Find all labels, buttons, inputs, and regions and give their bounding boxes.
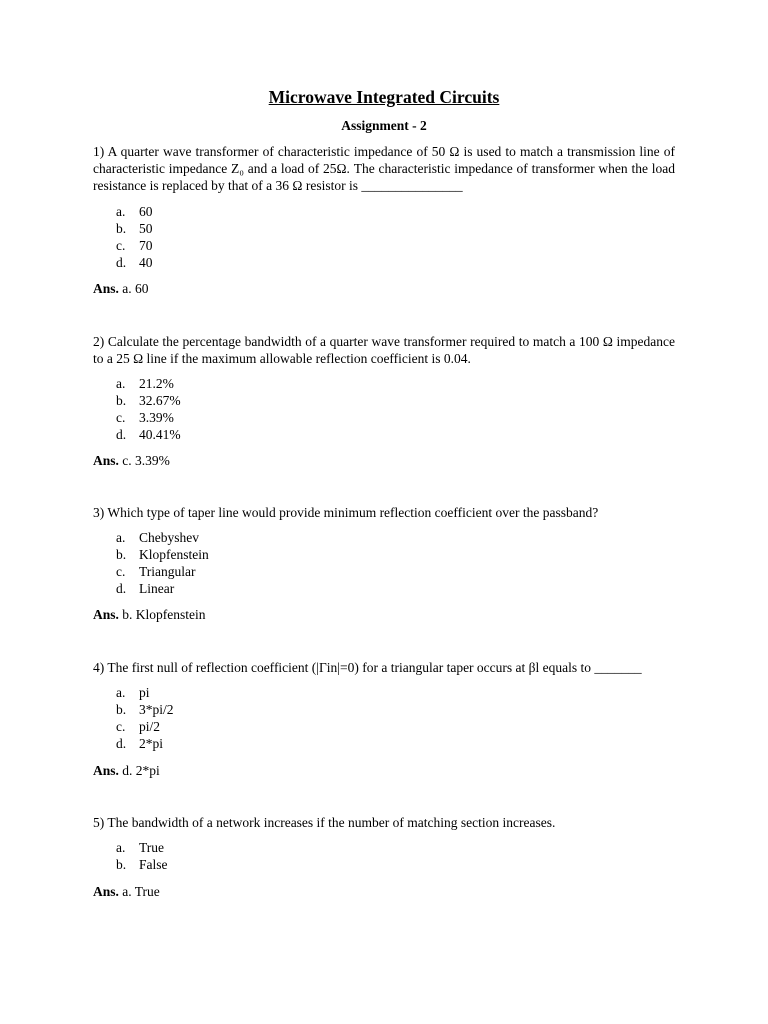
option: b. 32.67% [116, 393, 181, 408]
question-4-text: 4) The first null of reflection coefficient (|Γin|=0) for a triangular taper occurs at βl equals to _______ [93, 660, 642, 675]
option: d. 2*pi [116, 736, 164, 751]
question-5-text: 5) The bandwidth of a network increases if the number of matching section increases. [93, 815, 556, 830]
ans-label: Ans. [93, 453, 119, 468]
option: c. 3.39% [116, 410, 174, 425]
option: c. 70 [116, 238, 153, 253]
option: b. 50 [116, 221, 153, 236]
ans-label: Ans. [93, 607, 119, 622]
question-1-answer: Ans. a. 60 [93, 281, 149, 296]
document-title: Microwave Integrated Circuits [268, 87, 500, 107]
question-2-answer: Ans. c. 3.39% [93, 453, 170, 468]
question-4-options [116, 684, 174, 752]
option: b. 3*pi/2 [116, 702, 174, 717]
option: a. Chebyshev [116, 530, 199, 545]
question-1-options [116, 203, 153, 271]
option: a. pi [116, 685, 150, 700]
question-1-text: 1) A quarter wave transformer of characteristic impedance of 50 Ω is used to match a transmission line of characteristic impedance Z₀ and a load of 25Ω. The characteristic impedance of transformer when the load resistance is replaced by that of a 36 Ω resistor is _______________ [93, 144, 675, 193]
assignment-subtitle: Assignment - 2 [341, 118, 427, 133]
option: b. False [116, 857, 168, 872]
question-3-options [116, 529, 209, 597]
question-2-text: 2) Calculate the percentage bandwidth of a quarter wave transformer required to match a 100 Ω impedance to a 25 Ω line if the maximum allowable reflection coefficient is 0.04. [93, 334, 675, 366]
option: a. 21.2% [116, 376, 174, 391]
ans-label: Ans. [93, 884, 119, 899]
question-2-options [116, 375, 181, 443]
question-4-answer: Ans. d. 2*pi [93, 763, 160, 778]
question-3-text: 3) Which type of taper line would provide minimum reflection coefficient over the passband? [93, 505, 599, 520]
option: a. True [116, 840, 165, 855]
option: a. 60 [116, 204, 153, 219]
option: c. pi/2 [116, 719, 161, 734]
question-3-answer: Ans. b. Klopfenstein [93, 607, 206, 622]
ans-label: Ans. [93, 763, 119, 778]
option: d. Linear [116, 581, 175, 596]
ans-label: Ans. [93, 281, 119, 296]
question-5-answer: Ans. a. True [93, 884, 160, 899]
option: b. Klopfenstein [116, 547, 209, 562]
question-5-options [116, 839, 168, 873]
option: d. 40 [116, 255, 153, 270]
option: c. Triangular [116, 564, 196, 579]
option: d. 40.41% [116, 427, 181, 442]
